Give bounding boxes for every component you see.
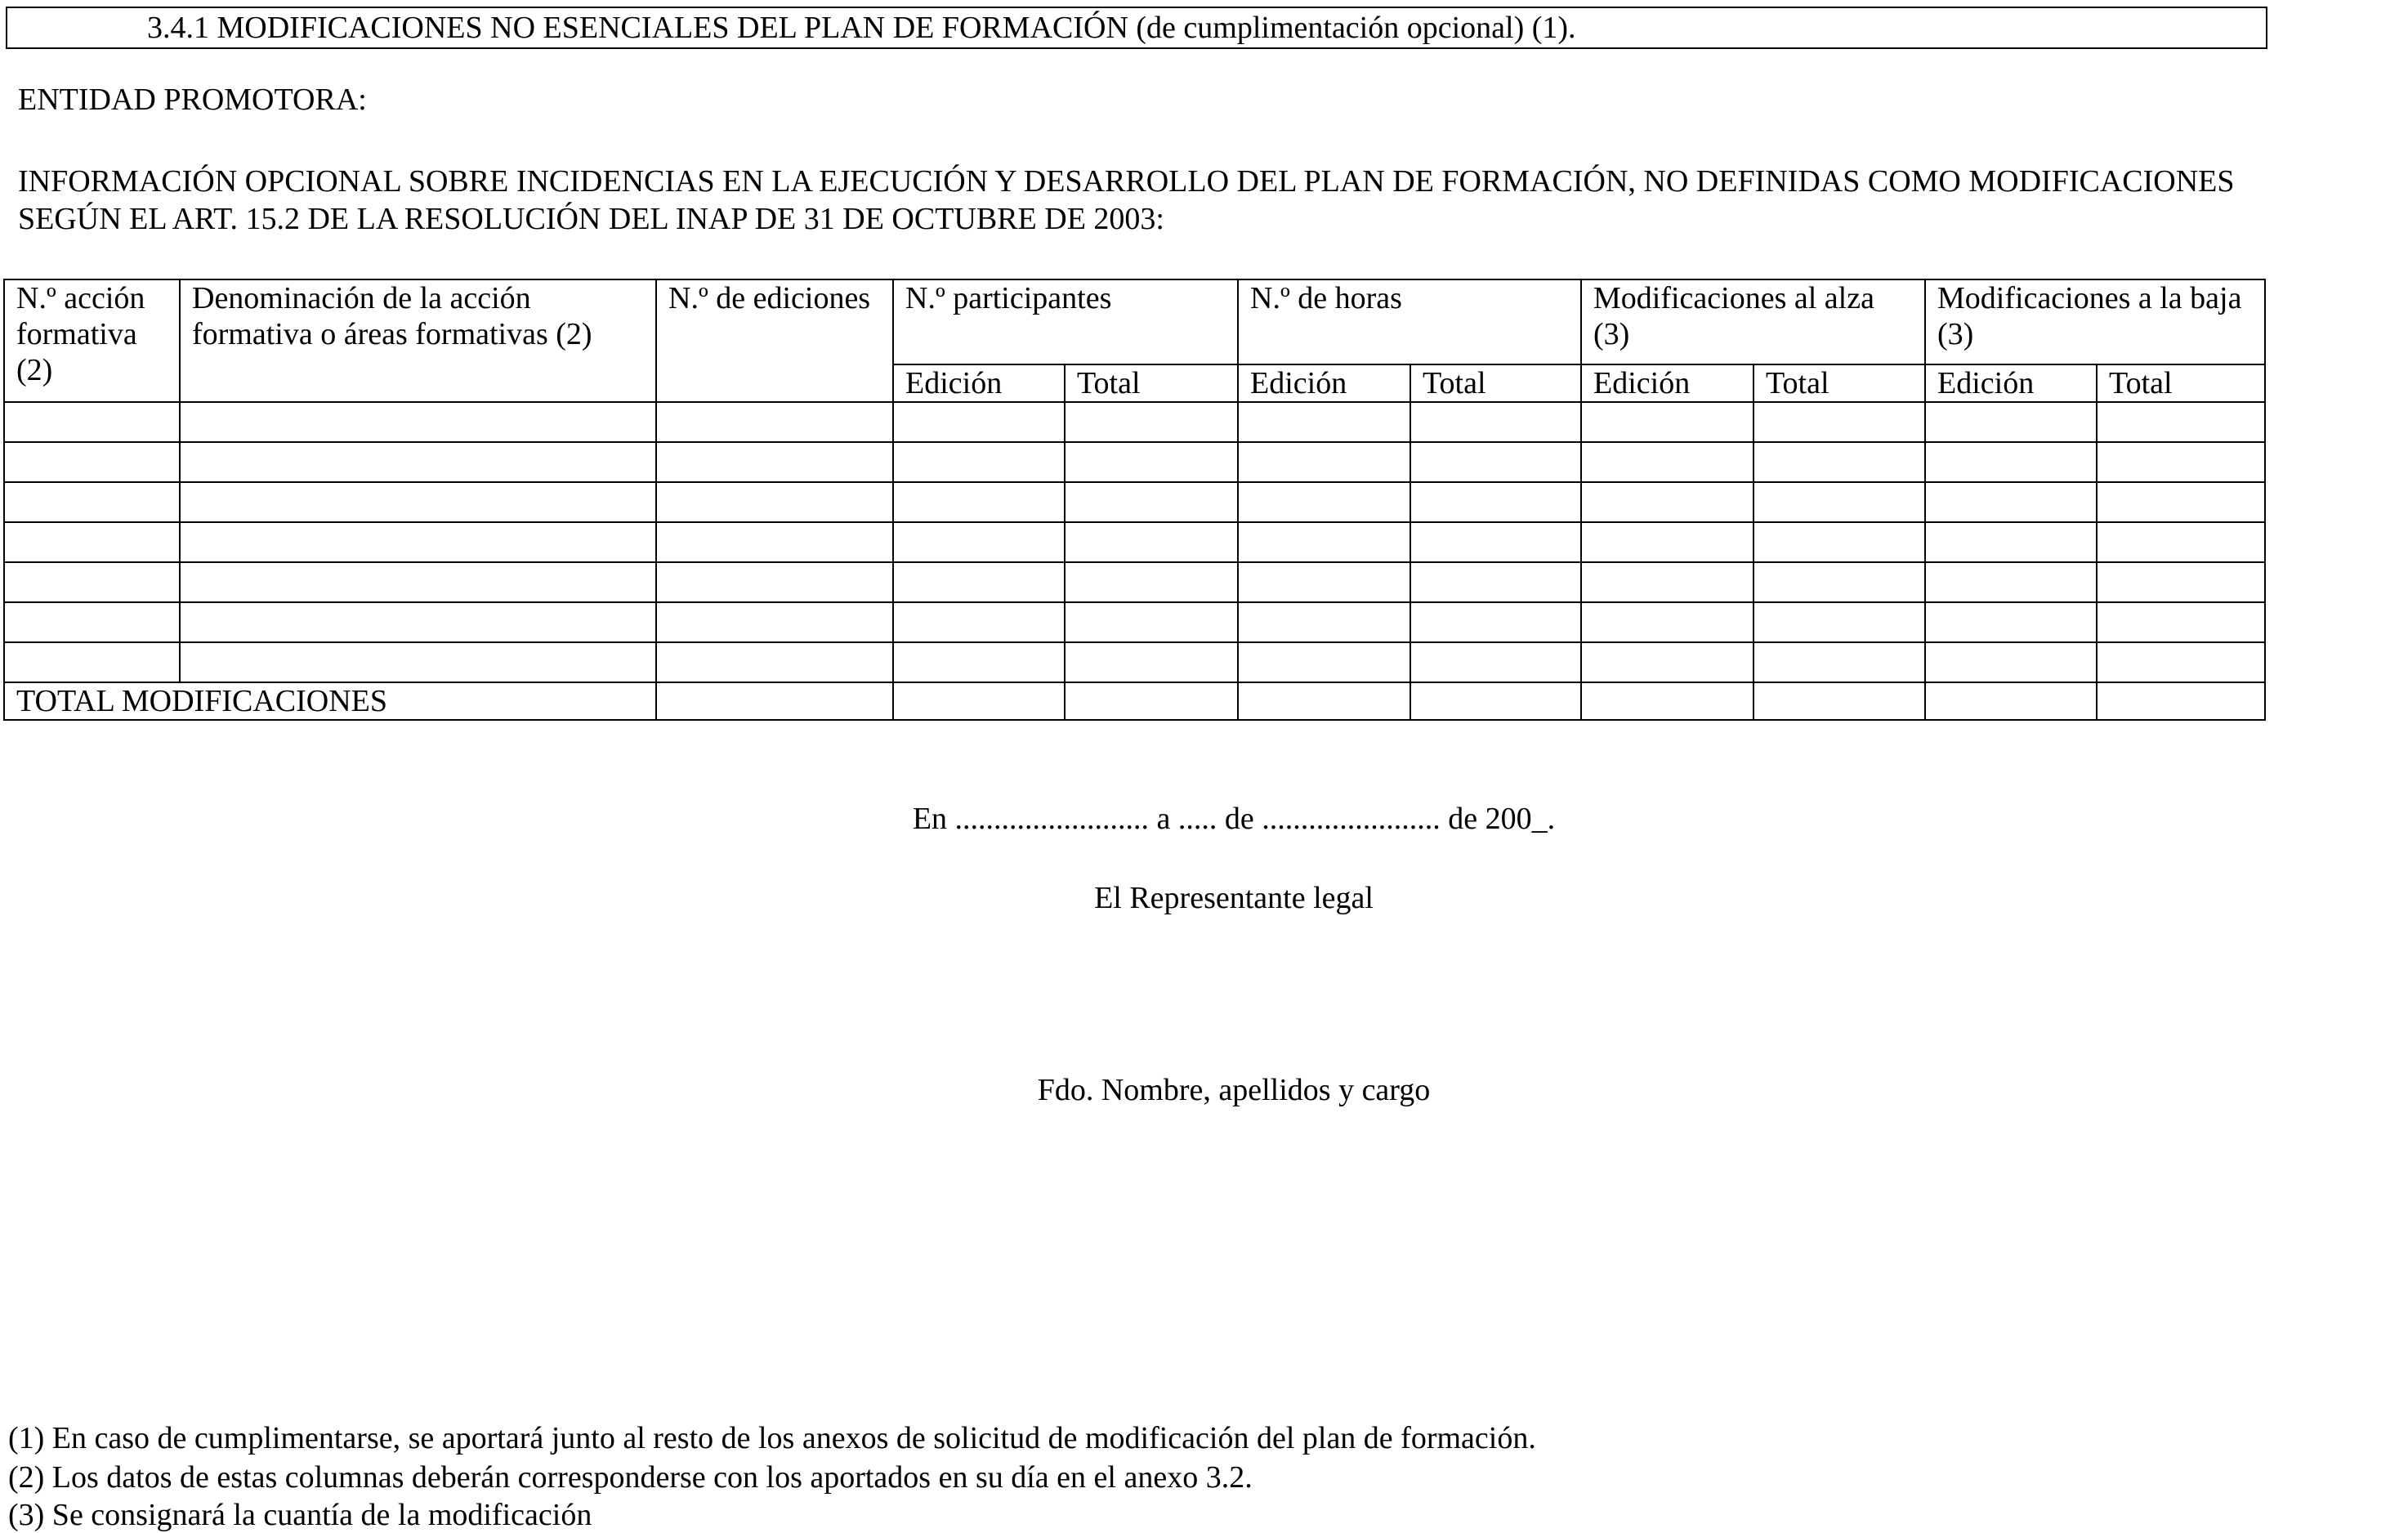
table-cell[interactable]: [656, 682, 893, 720]
table-row: [4, 402, 2265, 442]
table-cell[interactable]: [4, 482, 180, 522]
table-cell[interactable]: [1754, 602, 1925, 642]
table-cell[interactable]: [1754, 482, 1925, 522]
table-cell[interactable]: [1410, 482, 1581, 522]
table-cell[interactable]: [893, 602, 1065, 642]
table-cell[interactable]: [1238, 682, 1410, 720]
table-cell[interactable]: [180, 402, 656, 442]
table-cell[interactable]: [4, 602, 180, 642]
table-cell[interactable]: [656, 602, 893, 642]
table-cell[interactable]: [893, 482, 1065, 522]
table-cell[interactable]: [180, 482, 656, 522]
table-cell[interactable]: [1065, 682, 1238, 720]
table-cell[interactable]: [2097, 562, 2265, 602]
table-cell[interactable]: [1410, 402, 1581, 442]
table-cell[interactable]: [1065, 602, 1238, 642]
section-title: 3.4.1 MODIFICACIONES NO ESENCIALES DEL PLAN DE FORMACIÓN (de cumplimentación opcional) (1).: [147, 11, 1576, 45]
table-cell[interactable]: [1581, 642, 1754, 682]
table-cell[interactable]: [893, 562, 1065, 602]
table-cell[interactable]: [1065, 442, 1238, 482]
table-cell[interactable]: [2097, 642, 2265, 682]
table-cell[interactable]: [1925, 562, 2097, 602]
table-cell[interactable]: [2097, 482, 2265, 522]
table-cell[interactable]: [1581, 602, 1754, 642]
table-cell[interactable]: [1581, 482, 1754, 522]
table-cell[interactable]: [180, 522, 656, 562]
table-cell[interactable]: [2097, 522, 2265, 562]
subheader-participantes-edicion: Edición: [893, 364, 1065, 402]
table-cell[interactable]: [1754, 682, 1925, 720]
header-modificaciones-baja: Modificaciones a la baja (3): [1925, 279, 2265, 364]
table-cell[interactable]: [1410, 682, 1581, 720]
table-cell[interactable]: [1925, 602, 2097, 642]
table-cell[interactable]: [1238, 402, 1410, 442]
table-cell[interactable]: [1581, 402, 1754, 442]
info-text-line-1: INFORMACIÓN OPCIONAL SOBRE INCIDENCIAS EN LA EJECUCIÓN Y DESARROLLO DEL PLAN DE FORMACIÓN, NO DEFINIDAS COMO MODIFICACIONES: [18, 164, 2235, 199]
total-row: [4, 682, 2265, 720]
table-cell[interactable]: [1581, 442, 1754, 482]
table-cell[interactable]: [4, 442, 180, 482]
table-cell[interactable]: [1925, 642, 2097, 682]
table-cell[interactable]: [893, 442, 1065, 482]
table-cell[interactable]: [656, 642, 893, 682]
table-cell[interactable]: [656, 442, 893, 482]
table-cell[interactable]: [4, 562, 180, 602]
subheader-alza-total: Total: [1754, 364, 1925, 402]
legal-representative-label: El Representante legal: [1094, 881, 1374, 915]
table-cell[interactable]: [1754, 442, 1925, 482]
table-cell[interactable]: [2097, 602, 2265, 642]
place-date-line: En ......................... a ..... de ....................... de 200_.: [912, 802, 1556, 836]
table-row: [4, 642, 2265, 682]
footnote-3: (3) Se consignará la cuantía de la modificación: [8, 1498, 592, 1532]
table-cell[interactable]: [1581, 682, 1754, 720]
table-cell[interactable]: [893, 522, 1065, 562]
table-cell[interactable]: [1065, 522, 1238, 562]
table-cell[interactable]: [1238, 442, 1410, 482]
table-cell[interactable]: [1065, 642, 1238, 682]
table-cell[interactable]: [1238, 562, 1410, 602]
header-participantes: N.º participantes: [893, 279, 1238, 364]
table-cell[interactable]: [1581, 562, 1754, 602]
table-cell[interactable]: [1754, 402, 1925, 442]
table-cell[interactable]: [1410, 642, 1581, 682]
table-cell[interactable]: [2097, 442, 2265, 482]
subheader-baja-total: Total: [2097, 364, 2265, 402]
table-cell[interactable]: [4, 522, 180, 562]
table-cell[interactable]: [2097, 402, 2265, 442]
table-cell[interactable]: [1925, 682, 2097, 720]
table-cell[interactable]: [1410, 522, 1581, 562]
table-cell[interactable]: [1238, 482, 1410, 522]
table-cell[interactable]: [1065, 402, 1238, 442]
signature-name-line: Fdo. Nombre, apellidos y cargo: [1037, 1073, 1431, 1107]
header-ediciones: N.º de ediciones: [656, 279, 893, 402]
table-cell[interactable]: [180, 442, 656, 482]
table-cell[interactable]: [1754, 522, 1925, 562]
subheader-horas-total: Total: [1410, 364, 1581, 402]
table-cell[interactable]: [1410, 442, 1581, 482]
header-denominacion: Denominación de la acción formativa o áreas formativas (2): [180, 279, 656, 402]
modifications-table: [3, 279, 2266, 721]
total-modificaciones-label: TOTAL MODIFICACIONES: [4, 682, 656, 720]
entidad-promotora-label: ENTIDAD PROMOTORA:: [18, 83, 367, 117]
table-cell[interactable]: [1238, 642, 1410, 682]
subheader-horas-edicion: Edición: [1238, 364, 1410, 402]
table-row: [4, 482, 2265, 522]
table-cell[interactable]: [656, 562, 893, 602]
table-cell[interactable]: [1925, 402, 2097, 442]
table-row: [4, 602, 2265, 642]
footnote-2: (2) Los datos de estas columnas deberán corresponderse con los aportados en su día en el anexo 3.2.: [8, 1460, 1253, 1495]
table-cell[interactable]: [656, 482, 893, 522]
table-cell[interactable]: [893, 402, 1065, 442]
table-row: [4, 442, 2265, 482]
subheader-participantes-total: Total: [1065, 364, 1238, 402]
table-row: [4, 562, 2265, 602]
footnote-1: (1) En caso de cumplimentarse, se aportará junto al resto de los anexos de solicitud de modificación del plan de formación.: [8, 1421, 1536, 1455]
table-cell[interactable]: [2097, 682, 2265, 720]
table-cell[interactable]: [1238, 602, 1410, 642]
table-cell[interactable]: [1925, 442, 2097, 482]
header-modificaciones-alza: Modificaciones al alza (3): [1581, 279, 1925, 364]
table-cell[interactable]: [1754, 562, 1925, 602]
table-cell[interactable]: [180, 562, 656, 602]
table-cell[interactable]: [1581, 522, 1754, 562]
table-cell[interactable]: [180, 602, 656, 642]
table-cell[interactable]: [656, 522, 893, 562]
table-cell[interactable]: [1410, 562, 1581, 602]
table-cell[interactable]: [4, 402, 180, 442]
table-cell[interactable]: [1238, 522, 1410, 562]
table-cell[interactable]: [4, 642, 180, 682]
info-text-line-2: SEGÚN EL ART. 15.2 DE LA RESOLUCIÓN DEL INAP DE 31 DE OCTUBRE DE 2003:: [18, 202, 1164, 236]
table-cell[interactable]: [1410, 602, 1581, 642]
table-cell[interactable]: [1065, 562, 1238, 602]
table-cell[interactable]: [1925, 522, 2097, 562]
table-cell[interactable]: [893, 682, 1065, 720]
header-horas: N.º de horas: [1238, 279, 1581, 364]
table-cell[interactable]: [1754, 642, 1925, 682]
table-cell[interactable]: [1065, 482, 1238, 522]
header-accion-formativa: N.º acción formativa (2): [4, 279, 180, 402]
table-cell[interactable]: [656, 402, 893, 442]
table-row: [4, 522, 2265, 562]
table-cell[interactable]: [893, 642, 1065, 682]
table-cell[interactable]: [1925, 482, 2097, 522]
subheader-baja-edicion: Edición: [1925, 364, 2097, 402]
table-cell[interactable]: [180, 642, 656, 682]
subheader-alza-edicion: Edición: [1581, 364, 1754, 402]
